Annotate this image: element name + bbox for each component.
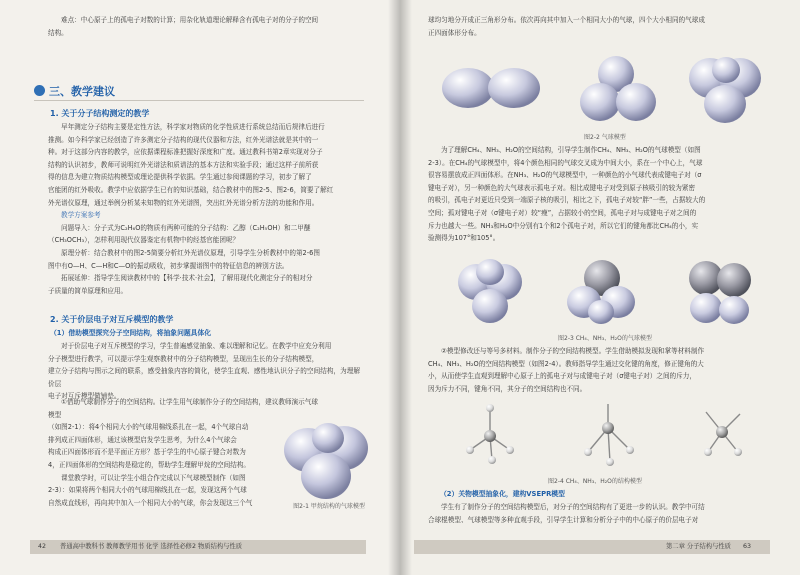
text-line: 对于价层电子对互斥模型的学习，学生普遍感觉抽象、难以理解和记忆。在教学中应充分利用	[61, 342, 332, 350]
text-line: 因为斥力不同，键角不同，其分子的空间结构也不同。	[428, 384, 587, 393]
text-line: 键电子对），另一种颜色的大气球表示孤电子对。相比成键电子对受到原子核吸引的较为紧密	[428, 183, 696, 192]
heading-2: 2. 关于价层电子对互斥模型的教学	[50, 315, 174, 324]
top-note-line: 难点：中心原子上的孤电子对数的计算；用杂化轨道理论解释含有孤电子对的分子的空间	[61, 16, 319, 24]
footer-chapter: 第二章 分子结构与性质	[666, 543, 731, 550]
book-gutter	[388, 0, 412, 575]
text-line: 小，从而使学生直观到理解中心原子上的孤电子对与成键电子对（σ键电子对）之间的斥力，	[428, 372, 696, 381]
heading-2-sub: （1）借助模型探究分子空间结构，将抽象问题具体化	[50, 329, 212, 337]
text-line: 4，正四面体形的空间结构是稳定的，帮助学生理解甲烷的空间结构。	[48, 460, 251, 469]
paragraph-3	[48, 396, 318, 509]
text-line: 为了理解CH₄、NH₃、H₂O的空间结构，引导学生制作CH₄、NH₃、H₂O的气球模型（如图	[441, 146, 701, 154]
right-footer	[666, 540, 751, 554]
text-line: 拓展延伸：指导学生阅读教材中的【科学·技术·社会】，了解用现代化测定分子的相对分	[61, 274, 313, 283]
footer-book-title: 普通高中教科书 教师教学用书 化学 选择性必修2 物质结构与性质	[60, 543, 243, 550]
text-line: 建立分子结构与图示之间的联系，感受抽象内容的简化，使学生直观、感性地认识分子的空间结构，为理解价层	[48, 367, 360, 388]
text-line: 排列成正四面体形，通过该模型启发学生思考，为什么4个气球会	[48, 435, 237, 444]
text-line: ①借助气球制作分子的空间结构。让学生用气球制作分子的空间结构，建议教师演示气球模型	[48, 398, 318, 419]
text-line: 电子对互斥模型做铺垫。	[48, 392, 121, 401]
text-line: 早年测定分子结构主要是定性方法，科学家对物质的化学性质进行系统总结而后规律后进行	[61, 123, 325, 131]
text-line: 子质量的简单原理和应用。	[48, 286, 128, 295]
text-line: 外光谱仪原理，通过举例分析某未知物的红外光谱图，突出红外光谱分析方法的功能和作用。	[48, 198, 319, 207]
figure-2-3-balloon-models	[452, 250, 772, 330]
paragraph-1	[48, 121, 360, 297]
heading-1: 1. 关于分子结构测定的教学	[50, 109, 150, 118]
figure-2-1-caption: 图2-1 甲烷结构的气球模型	[293, 503, 365, 510]
right-paragraph-3	[428, 501, 750, 526]
figure-2-1-balloon-model	[282, 420, 372, 502]
text-line: 种。对于这部分内容的教学，应依据课程标准把握好深度和广度。通过教科书第2章实现对分子	[48, 148, 323, 157]
figure-2-4-caption: 图2-4 CH₄、NH₃、H₂O的结构模型	[548, 478, 642, 485]
figure-2-2-caption: 图2-2 气球模型	[584, 134, 626, 141]
text-line: 推测。如今科学家已经创造了许多测定分子结构的现代仪器和方法，红外光谱法就是其中的一	[48, 135, 319, 144]
left-footer	[38, 540, 242, 554]
text-line: 原理分析：结合教材中的图2-5简要分析红外光谱仪原理，引导学生分析教材中的第2-6图	[61, 248, 320, 257]
right-paragraph-2	[428, 345, 750, 395]
text-line: 图中有O—H、C—H和C—O的振动吸收，初步掌握谱图中的特征信息的辨别方法。	[48, 261, 289, 270]
text-line: 空间；孤对键电子对（σ键电子对）较“瘦”，占据较小的空间，孤电子对与成键电子对之间的	[428, 208, 697, 217]
right-page	[400, 0, 800, 575]
section-divider	[34, 100, 364, 101]
text-line: 的吸引，孤电子对更近只受到一端原子核的吸引，相比之下，孤电子对较“胖”一些，占据较大的	[428, 196, 706, 205]
text-line: 验测得为107°和105°。	[428, 234, 500, 243]
top-note	[48, 14, 358, 39]
page-number: 63	[743, 543, 752, 550]
text-line: 2-3）：如果将两个相同大小的气球用棉线扎在一起，发现这两个气球	[48, 486, 247, 495]
text-line: 正四面体形分布。	[428, 28, 481, 37]
text-line: 学生有了制作分子的空间结构模型后，对分子的空间结构有了更进一步的认识。教学中可结	[441, 503, 705, 511]
figure-2-4-ball-stick-models	[460, 402, 760, 472]
text-line: 球均匀地分开成正三角形分布。依次再向其中加入一个相同大小的气球，四个大小相同的气球成	[428, 16, 705, 24]
text-line: 得的信息为建立物质结构模型或理论提供科学依据。学生通过参阅课题的学习，初步了解了	[48, 173, 312, 182]
text-line: ②模型修改还与等号多材料。制作分子的空间结构模型。学生借助模拟发现和掌等材料制作	[441, 347, 705, 355]
text-line: 结构的认识初步，教师可说明红外光谱法和质谱法的基本方法和实验手段；通过这样子前所获	[48, 160, 319, 169]
text-line: 课堂教学时，可以让学生小组合作完成以下气球模型制作（如图	[61, 473, 246, 482]
paragraph-2	[48, 340, 360, 403]
text-line: 分子模型进行教学，可以提示学生观察教材中的分子结构模型，呈现出生长的分子结构模型，	[48, 354, 319, 363]
right-top-paragraph	[428, 14, 748, 39]
text-line: CH₄、NH₃、H₂O的空间结构模型（如图2-4）。教师指导学生通过交化键的角度，修正键角的大	[428, 359, 704, 368]
text-line: （CH₃OCH₃），怎样利用现代仪器鉴定有机物中的经基官能团呢？	[48, 236, 240, 245]
right-paragraph-1	[428, 144, 750, 245]
right-heading: （2）关物模型抽象化，建构VSEPR模型	[440, 490, 565, 498]
page-number: 42	[38, 543, 47, 550]
section-title-text: 三、教学建议	[49, 85, 115, 98]
text-line: 官能团的红外吸收。教学中应依据学生已有的知识基础，结合教材中的图2-5、图2-6，简要了解红	[48, 185, 334, 194]
text-line: 斥力也越大一些。NH₃和H₂O中分别有1个和2个孤电子对，所以它们的键角都比CH₄的小，实	[428, 221, 699, 230]
text-line: （如图2-1）：将4个相同大小的气球用棉线系扎在一起，4个气球自动	[48, 423, 249, 432]
text-line: 合球棍模型、气球模型等多种直观手段，引导学生计算和分析分子中的中心原子的价层电子对	[428, 515, 699, 524]
text-line: 2-3）。在CH₄的气球模型中，将4个颜色相同的气球交叉成为中间大小，系在一个中心上，气球	[428, 158, 703, 167]
top-note-line: 结构。	[48, 28, 68, 37]
figure-2-3-caption: 图2-3 CH₄、NH₃、H₂O的气球模型	[558, 335, 652, 342]
section-bullet-icon	[34, 85, 45, 96]
text-line: 很容易摆放成正四面体形。在NH₃、H₂O的气球模型中，一种颜色的小气球代表成键电子对（σ	[428, 171, 702, 180]
text-line: 自然成直线形，再向其中加入一个相同大小的气球，你会发现这三个气	[48, 498, 253, 507]
figure-2-2-balloon-models	[440, 48, 770, 128]
text-line: 问题导入：分子式为C₂H₆O的物质有两种可能的分子结构：乙醇（C₂H₅OH）和二甲醚	[61, 223, 311, 232]
text-line: 构成正四面体形而不是平面正方形？基于学生的中心原子键合对数为	[48, 448, 246, 457]
section-title	[34, 83, 115, 99]
case-title: 教学方案参考	[61, 211, 101, 220]
